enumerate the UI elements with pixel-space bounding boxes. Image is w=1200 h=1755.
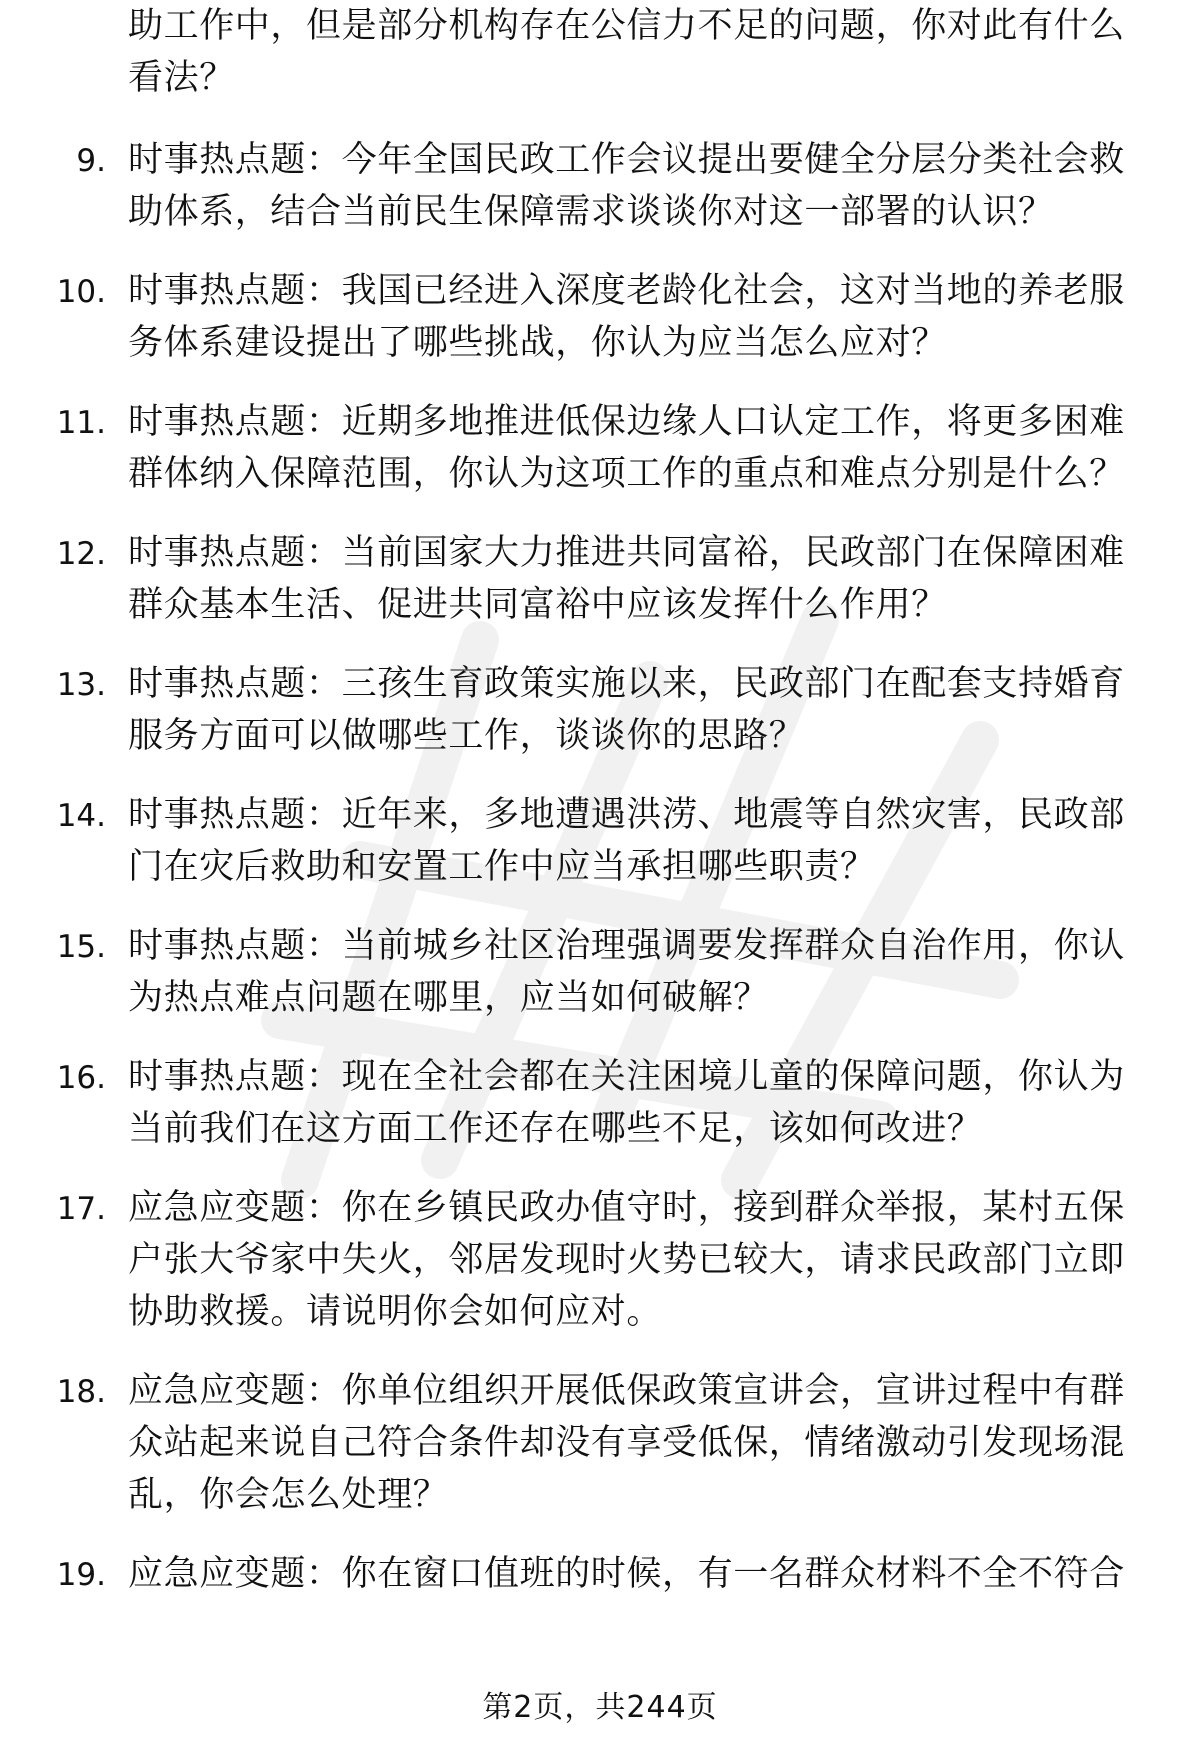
item-text: 时事热点题：近期多地推进低保边缘人口认定工作，将更多困难群体纳入保障范围，你认为这项工作的重点和难点分别是什么？	[128, 402, 1125, 494]
item-number: 10.	[56, 274, 106, 310]
item-text: 时事热点题：当前城乡社区治理强调要发挥群众自治作用，你认为热点难点问题在哪里，应当如何破解？	[128, 926, 1125, 1018]
item-number: 9.	[76, 143, 106, 179]
item-number: 13.	[56, 667, 106, 703]
list-item	[0, 1548, 1200, 1600]
list-item	[0, 396, 1200, 500]
item-text: 助工作中，但是部分机构存在公信力不足的问题，你对此有什么看法？	[128, 6, 1125, 98]
item-text: 时事热点题：当前国家大力推进共同富裕，民政部门在保障困难群众基本生活、促进共同富裕中应该发挥什么作用？	[128, 533, 1125, 625]
list-item	[0, 1051, 1200, 1155]
list-item	[0, 265, 1200, 369]
item-text: 时事热点题：现在全社会都在关注困境儿童的保障问题，你认为当前我们在这方面工作还存在哪些不足，该如何改进？	[128, 1057, 1125, 1149]
item-number: 12.	[56, 536, 106, 572]
list-item	[0, 0, 1200, 104]
item-text: 时事热点题：我国已经进入深度老龄化社会，这对当地的养老服务体系建设提出了哪些挑战，你认为应当怎么应对？	[128, 271, 1125, 363]
item-number: 11.	[56, 405, 106, 441]
list-item	[0, 1365, 1200, 1521]
item-number: 17.	[56, 1191, 106, 1227]
item-text: 时事热点题：三孩生育政策实施以来，民政部门在配套支持婚育服务方面可以做哪些工作，谈谈你的思路？	[128, 664, 1125, 756]
item-text: 应急应变题：你单位组织开展低保政策宣讲会，宣讲过程中有群众站起来说自己符合条件却没有享受低保，情绪激动引发现场混乱，你会怎么处理？	[128, 1371, 1125, 1515]
item-number: 14.	[56, 798, 106, 834]
item-text: 应急应变题：你在窗口值班的时候，有一名群众材料不全不符合	[128, 1554, 1125, 1594]
item-number: 15.	[56, 929, 106, 965]
list-item	[0, 789, 1200, 893]
item-text: 应急应变题：你在乡镇民政办值守时，接到群众举报，某村五保户张大爷家中失火，邻居发现时火势已较大，请求民政部门立即协助救援。请说明你会如何应对。	[128, 1188, 1125, 1332]
item-number: 19.	[56, 1557, 106, 1593]
list-item	[0, 658, 1200, 762]
item-text: 时事热点题：今年全国民政工作会议提出要健全分层分类社会救助体系，结合当前民生保障需求谈谈你对这一部署的认识？	[128, 140, 1125, 232]
item-text: 时事热点题：近年来，多地遭遇洪涝、地震等自然灾害，民政部门在灾后救助和安置工作中应当承担哪些职责？	[128, 795, 1125, 887]
list-item	[0, 134, 1200, 238]
list-item	[0, 527, 1200, 631]
item-number: 18.	[56, 1374, 106, 1410]
list-item	[0, 1182, 1200, 1338]
item-number: 16.	[56, 1060, 106, 1096]
page-footer: 第2页，共244页	[482, 1690, 718, 1725]
list-item	[0, 920, 1200, 1024]
